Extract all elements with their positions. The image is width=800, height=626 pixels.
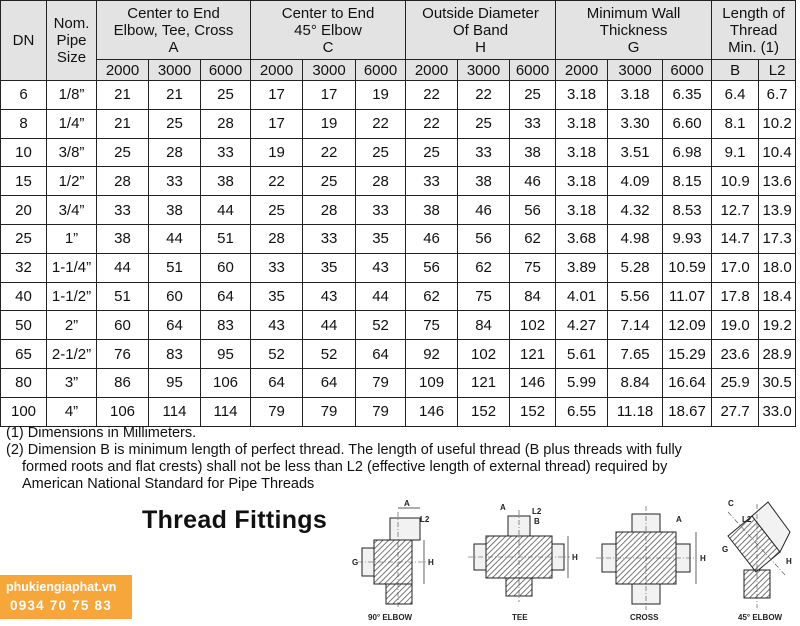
- table-cell: 12.7: [712, 196, 759, 225]
- table-row: [1, 224, 796, 253]
- header-nominal-pipe-size: Nom. Pipe Size: [47, 1, 97, 81]
- table-cell: 17.0: [712, 253, 759, 282]
- table-cell: 35: [356, 224, 406, 253]
- table-cell: 21: [97, 109, 149, 138]
- table-cell: 28: [303, 196, 356, 225]
- table-cell: 3.68: [556, 224, 608, 253]
- table-cell: 6.7: [759, 81, 796, 110]
- table-cell: 84: [458, 311, 510, 340]
- table-cell: 6.60: [663, 109, 712, 138]
- table-cell: 3.18: [556, 81, 608, 110]
- table-cell: 28: [251, 224, 303, 253]
- table-cell: 19: [356, 81, 406, 110]
- cross-label: CROSS: [630, 613, 659, 622]
- header-length-of-thread: Length of Thread Min. (1): [712, 1, 796, 60]
- footnote-1: (1) Dimensions in Millimeters.: [6, 425, 197, 441]
- cell-dn: 20: [1, 196, 47, 225]
- cell-pipe-size: 1/8”: [47, 81, 97, 110]
- table-cell: 33: [303, 224, 356, 253]
- elbow-45-diagram: [722, 499, 792, 622]
- table-cell: 12.09: [663, 311, 712, 340]
- table-cell: 33.0: [759, 397, 796, 426]
- header-outside-diameter-h: Outside Diameter Of Band H: [406, 1, 556, 60]
- table-cell: 23.6: [712, 340, 759, 369]
- cell-pipe-size: 1”: [47, 224, 97, 253]
- table-cell: 79: [303, 397, 356, 426]
- cell-pipe-size: 3”: [47, 368, 97, 397]
- table-cell: 4.98: [608, 224, 663, 253]
- tee-dim-b: B: [534, 517, 540, 526]
- header-dn: DN: [1, 1, 47, 81]
- subheader-cell: 3000: [458, 60, 510, 81]
- cell-pipe-size: 1/2”: [47, 167, 97, 196]
- table-cell: 152: [458, 397, 510, 426]
- elbow-90-dim-h: H: [428, 558, 434, 567]
- table-cell: 146: [406, 397, 458, 426]
- table-cell: 22: [458, 81, 510, 110]
- elbow-90-dim-l2: L2: [420, 515, 430, 524]
- subheader-cell: 2000: [97, 60, 149, 81]
- table-cell: 4.01: [556, 282, 608, 311]
- cell-dn: 6: [1, 81, 47, 110]
- subheader-cell: L2: [759, 60, 796, 81]
- tee-diagram: [468, 503, 578, 622]
- table-cell: 30.5: [759, 368, 796, 397]
- table-cell: 3.18: [556, 109, 608, 138]
- table-cell: 21: [97, 81, 149, 110]
- footnote-2-line-2: formed roots and flat crests) shall not be less than L2 (effective length of external thread) required by: [22, 459, 668, 475]
- table-cell: 44: [149, 224, 201, 253]
- table-cell: 18.0: [759, 253, 796, 282]
- table-cell: 5.99: [556, 368, 608, 397]
- cell-pipe-size: 3/8”: [47, 138, 97, 167]
- table-row: [1, 81, 796, 110]
- elbow-45-dim-l2: L2: [742, 515, 752, 524]
- cell-pipe-size: 1/4”: [47, 109, 97, 138]
- table-cell: 3.18: [556, 167, 608, 196]
- table-cell: 8.1: [712, 109, 759, 138]
- cross-dim-a: A: [676, 515, 682, 524]
- table-cell: 25: [510, 81, 556, 110]
- table-cell: 5.56: [608, 282, 663, 311]
- subheader-cell: 3000: [303, 60, 356, 81]
- table-cell: 11.18: [608, 397, 663, 426]
- table-cell: 22: [356, 109, 406, 138]
- table-cell: 19.2: [759, 311, 796, 340]
- table-cell: 7.14: [608, 311, 663, 340]
- table-row: [1, 109, 796, 138]
- cell-dn: 100: [1, 397, 47, 426]
- table-cell: 33: [458, 138, 510, 167]
- table-cell: 60: [97, 311, 149, 340]
- table-cell: 25: [458, 109, 510, 138]
- table-cell: 18.4: [759, 282, 796, 311]
- cell-pipe-size: 3/4”: [47, 196, 97, 225]
- tee-dim-l2: L2: [532, 507, 542, 516]
- table-cell: 9.93: [663, 224, 712, 253]
- table-row: [1, 311, 796, 340]
- table-row: [1, 368, 796, 397]
- cell-dn: 50: [1, 311, 47, 340]
- cell-dn: 10: [1, 138, 47, 167]
- table-cell: 43: [356, 253, 406, 282]
- subheader-cell: 6000: [201, 60, 251, 81]
- table-cell: 33: [149, 167, 201, 196]
- table-cell: 28: [201, 109, 251, 138]
- table-cell: 60: [149, 282, 201, 311]
- table-cell: 6.55: [556, 397, 608, 426]
- table-cell: 22: [303, 138, 356, 167]
- table-cell: 102: [510, 311, 556, 340]
- brand-badge: [0, 575, 132, 619]
- table-cell: 28: [149, 138, 201, 167]
- table-cell: 3.51: [608, 138, 663, 167]
- table-row: [1, 340, 796, 369]
- table-cell: 106: [97, 397, 149, 426]
- footnote-2-line-3: American National Standard for Pipe Threads: [22, 476, 315, 492]
- cell-dn: 65: [1, 340, 47, 369]
- table-cell: 52: [303, 340, 356, 369]
- table-cell: 19.0: [712, 311, 759, 340]
- table-cell: 3.18: [608, 81, 663, 110]
- table-cell: 64: [356, 340, 406, 369]
- table-cell: 75: [406, 311, 458, 340]
- table-cell: 75: [510, 253, 556, 282]
- cell-dn: 32: [1, 253, 47, 282]
- table-cell: 13.6: [759, 167, 796, 196]
- elbow-45-label: 45° ELBOW: [738, 613, 783, 622]
- table-cell: 25: [97, 138, 149, 167]
- table-cell: 60: [201, 253, 251, 282]
- table-cell: 33: [510, 109, 556, 138]
- table-cell: 79: [251, 397, 303, 426]
- table-cell: 25: [149, 109, 201, 138]
- table-cell: 51: [149, 253, 201, 282]
- table-cell: 75: [458, 282, 510, 311]
- table-cell: 95: [201, 340, 251, 369]
- elbow-90-diagram: [352, 499, 434, 622]
- table-cell: 28.9: [759, 340, 796, 369]
- table-cell: 56: [458, 224, 510, 253]
- table-cell: 10.4: [759, 138, 796, 167]
- table-cell: 44: [97, 253, 149, 282]
- header-min-wall-thickness-g: Minimum Wall Thickness G: [556, 1, 712, 60]
- elbow-90-label: 90° ELBOW: [368, 613, 413, 622]
- table-cell: 83: [201, 311, 251, 340]
- table-cell: 121: [458, 368, 510, 397]
- table-row: [1, 397, 796, 426]
- table-cell: 6.4: [712, 81, 759, 110]
- table-row: [1, 282, 796, 311]
- elbow-45-dim-g: G: [722, 545, 729, 554]
- table-cell: 4.27: [556, 311, 608, 340]
- table-cell: 92: [406, 340, 458, 369]
- table-cell: 38: [149, 196, 201, 225]
- table-cell: 22: [251, 167, 303, 196]
- table-cell: 25: [251, 196, 303, 225]
- footnotes: [6, 425, 796, 493]
- table-cell: 109: [406, 368, 458, 397]
- table-cell: 35: [251, 282, 303, 311]
- brand-website: phukiengiaphat.vn: [6, 580, 117, 594]
- table-cell: 38: [201, 167, 251, 196]
- table-cell: 27.7: [712, 397, 759, 426]
- table-cell: 25: [406, 138, 458, 167]
- table-cell: 28: [356, 167, 406, 196]
- table-row: [1, 167, 796, 196]
- table-cell: 8.15: [663, 167, 712, 196]
- elbow-45-dim-c: C: [728, 499, 734, 508]
- cross-dim-h: H: [700, 554, 706, 563]
- table-cell: 86: [97, 368, 149, 397]
- subheader-cell: 6000: [356, 60, 406, 81]
- tee-label: TEE: [512, 613, 528, 622]
- table-cell: 46: [406, 224, 458, 253]
- table-cell: 8.53: [663, 196, 712, 225]
- header-center-to-end-a: Center to End Elbow, Tee, Cross A: [97, 1, 251, 60]
- table-cell: 38: [510, 138, 556, 167]
- table-cell: 38: [458, 167, 510, 196]
- cell-dn: 80: [1, 368, 47, 397]
- section-title: Thread Fittings: [142, 506, 328, 534]
- table-cell: 84: [510, 282, 556, 311]
- subheader-cell: 3000: [608, 60, 663, 81]
- table-cell: 64: [149, 311, 201, 340]
- subheader-cell: B: [712, 60, 759, 81]
- cross-diagram: [596, 506, 706, 622]
- table-cell: 5.28: [608, 253, 663, 282]
- elbow-90-dim-g: G: [352, 558, 359, 567]
- table-cell: 3.89: [556, 253, 608, 282]
- table-cell: 38: [406, 196, 458, 225]
- table-cell: 7.65: [608, 340, 663, 369]
- subheader-cell: 6000: [510, 60, 556, 81]
- tee-dim-h: H: [572, 553, 578, 562]
- cell-pipe-size: 2-1/2”: [47, 340, 97, 369]
- table-cell: 33: [201, 138, 251, 167]
- table-cell: 19: [303, 109, 356, 138]
- table-cell: 33: [251, 253, 303, 282]
- table-cell: 64: [251, 368, 303, 397]
- table-cell: 4.09: [608, 167, 663, 196]
- table-cell: 51: [97, 282, 149, 311]
- table-cell: 121: [510, 340, 556, 369]
- table-cell: 62: [458, 253, 510, 282]
- table-cell: 114: [149, 397, 201, 426]
- table-cell: 33: [406, 167, 458, 196]
- table-cell: 16.64: [663, 368, 712, 397]
- table-cell: 46: [458, 196, 510, 225]
- cell-dn: 15: [1, 167, 47, 196]
- tee-dim-a: A: [500, 503, 506, 512]
- subheader-cell: 2000: [556, 60, 608, 81]
- table-cell: 44: [303, 311, 356, 340]
- table-cell: 10.59: [663, 253, 712, 282]
- table-cell: 17.8: [712, 282, 759, 311]
- table-cell: 76: [97, 340, 149, 369]
- table-cell: 9.1: [712, 138, 759, 167]
- table-cell: 62: [510, 224, 556, 253]
- cell-dn: 8: [1, 109, 47, 138]
- table-cell: 106: [201, 368, 251, 397]
- table-cell: 3.18: [556, 196, 608, 225]
- table-cell: 43: [251, 311, 303, 340]
- table-cell: 17: [251, 109, 303, 138]
- table-cell: 52: [251, 340, 303, 369]
- table-cell: 25: [356, 138, 406, 167]
- table-cell: 44: [356, 282, 406, 311]
- table-cell: 51: [201, 224, 251, 253]
- table-cell: 83: [149, 340, 201, 369]
- table-cell: 79: [356, 368, 406, 397]
- table-cell: 17: [251, 81, 303, 110]
- subheader-cell: 2000: [406, 60, 458, 81]
- table-cell: 102: [458, 340, 510, 369]
- table-cell: 46: [510, 167, 556, 196]
- table-cell: 95: [149, 368, 201, 397]
- table-cell: 62: [406, 282, 458, 311]
- brand-phone: 0934 70 75 83: [10, 598, 112, 613]
- table-cell: 22: [406, 81, 458, 110]
- table-cell: 25: [303, 167, 356, 196]
- table-cell: 25.9: [712, 368, 759, 397]
- table-cell: 146: [510, 368, 556, 397]
- table-cell: 3.30: [608, 109, 663, 138]
- table-cell: 6.98: [663, 138, 712, 167]
- cell-pipe-size: 1-1/4”: [47, 253, 97, 282]
- table-cell: 56: [510, 196, 556, 225]
- table-cell: 14.7: [712, 224, 759, 253]
- table-cell: 10.9: [712, 167, 759, 196]
- table-cell: 79: [356, 397, 406, 426]
- cell-pipe-size: 1-1/2”: [47, 282, 97, 311]
- table-cell: 35: [303, 253, 356, 282]
- elbow-45-dim-h: H: [786, 557, 792, 566]
- table-cell: 64: [303, 368, 356, 397]
- fitting-diagrams: [340, 492, 800, 626]
- table-cell: 33: [97, 196, 149, 225]
- footnote-2-line-1: (2) Dimension B is minimum length of perfect thread. The length of useful thread (B plus threads with fully: [6, 442, 682, 458]
- table-cell: 3.18: [556, 138, 608, 167]
- table-cell: 13.9: [759, 196, 796, 225]
- table-cell: 56: [406, 253, 458, 282]
- table-cell: 4.32: [608, 196, 663, 225]
- table-cell: 10.2: [759, 109, 796, 138]
- table-cell: 21: [149, 81, 201, 110]
- table-cell: 17.3: [759, 224, 796, 253]
- table-cell: 11.07: [663, 282, 712, 311]
- table-cell: 52: [356, 311, 406, 340]
- table-cell: 44: [201, 196, 251, 225]
- table-cell: 15.29: [663, 340, 712, 369]
- subheader-cell: 3000: [149, 60, 201, 81]
- header-center-to-end-c: Center to End 45° Elbow C: [251, 1, 406, 60]
- table-cell: 28: [97, 167, 149, 196]
- table-cell: 114: [201, 397, 251, 426]
- table-cell: 17: [303, 81, 356, 110]
- table-cell: 38: [97, 224, 149, 253]
- table-cell: 33: [356, 196, 406, 225]
- cell-pipe-size: 2”: [47, 311, 97, 340]
- table-cell: 152: [510, 397, 556, 426]
- subheader-cell: 2000: [251, 60, 303, 81]
- table-row: [1, 138, 796, 167]
- table-row: [1, 253, 796, 282]
- cell-pipe-size: 4”: [47, 397, 97, 426]
- table-cell: 18.67: [663, 397, 712, 426]
- cell-dn: 40: [1, 282, 47, 311]
- cell-dn: 25: [1, 224, 47, 253]
- table-cell: 43: [303, 282, 356, 311]
- table-cell: 8.84: [608, 368, 663, 397]
- elbow-90-dim-a: A: [404, 499, 410, 508]
- table-cell: 6.35: [663, 81, 712, 110]
- table-cell: 22: [406, 109, 458, 138]
- subheader-cell: 6000: [663, 60, 712, 81]
- table-cell: 25: [201, 81, 251, 110]
- table-cell: 5.61: [556, 340, 608, 369]
- table-cell: 19: [251, 138, 303, 167]
- table-cell: 64: [201, 282, 251, 311]
- table-row: [1, 196, 796, 225]
